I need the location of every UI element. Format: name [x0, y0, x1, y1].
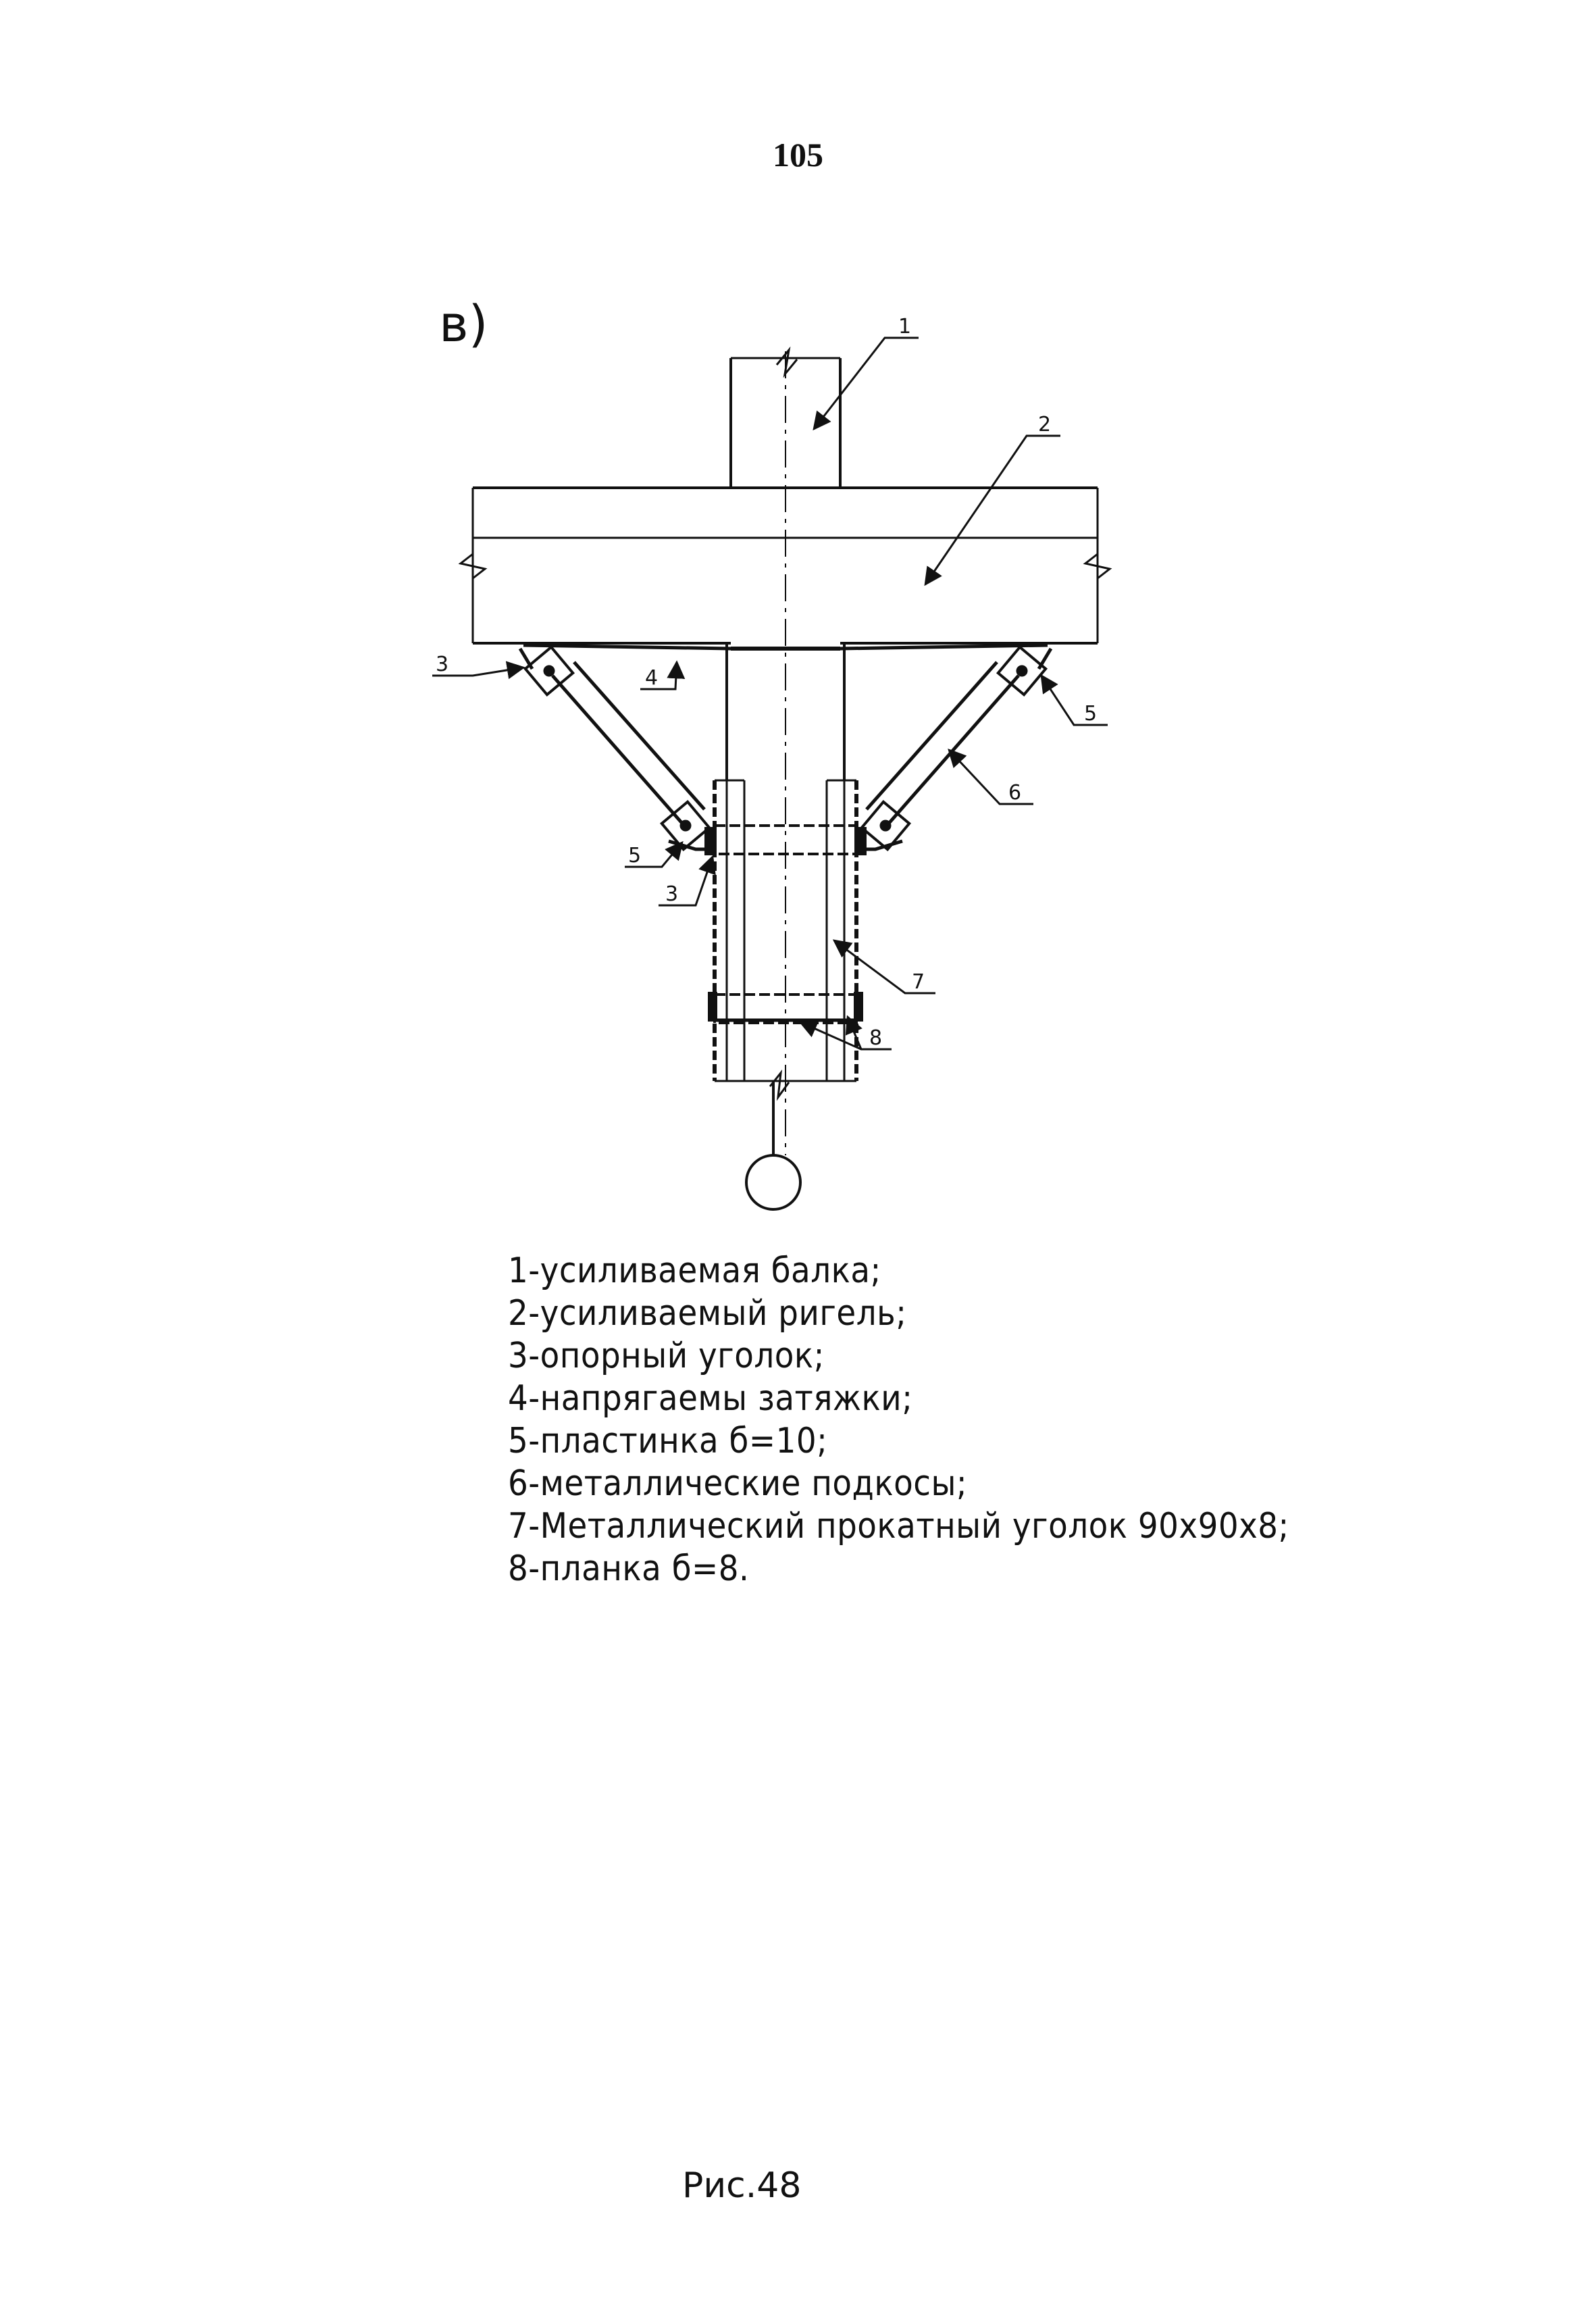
callout-6: 6: [1008, 781, 1022, 805]
callout-3-lower: 3: [665, 882, 679, 906]
legend-item: 1-усиливаемая балка;: [508, 1251, 881, 1291]
callout-2: 2: [1038, 413, 1052, 436]
legend-item: 8-планка б=8.: [508, 1549, 750, 1589]
callout-7: 7: [912, 970, 925, 994]
legend-item: 3-опорный уголок;: [508, 1336, 825, 1376]
legend-item: 2-усиливаемый ригель;: [508, 1293, 907, 1334]
legend-item: 7-Металлический прокатный уголок 90х90х8;: [508, 1506, 1289, 1546]
callout-numbers: [436, 315, 1097, 1050]
callout-3-left: 3: [436, 653, 449, 676]
figure-legend: [508, 1250, 1289, 1590]
legend-item: 6-металлические подкосы;: [508, 1463, 968, 1504]
figure-caption: Рис.48: [682, 2165, 802, 2206]
legend-item: 5-пластинка б=10;: [508, 1421, 828, 1461]
left-brace: [520, 645, 731, 849]
callout-5-right: 5: [1084, 702, 1098, 726]
callout-5-left: 5: [628, 844, 642, 867]
callout-8: 8: [869, 1026, 883, 1050]
subfigure-label: в): [439, 295, 488, 353]
leader-lines: [432, 338, 1108, 1049]
right-brace: [840, 645, 1051, 849]
callout-1: 1: [898, 315, 912, 338]
callout-4: 4: [645, 666, 659, 690]
page-number: 105: [773, 136, 823, 174]
hanging-ring: [746, 1081, 800, 1209]
legend-item: 4-напрягаемы затяжки;: [508, 1378, 913, 1419]
